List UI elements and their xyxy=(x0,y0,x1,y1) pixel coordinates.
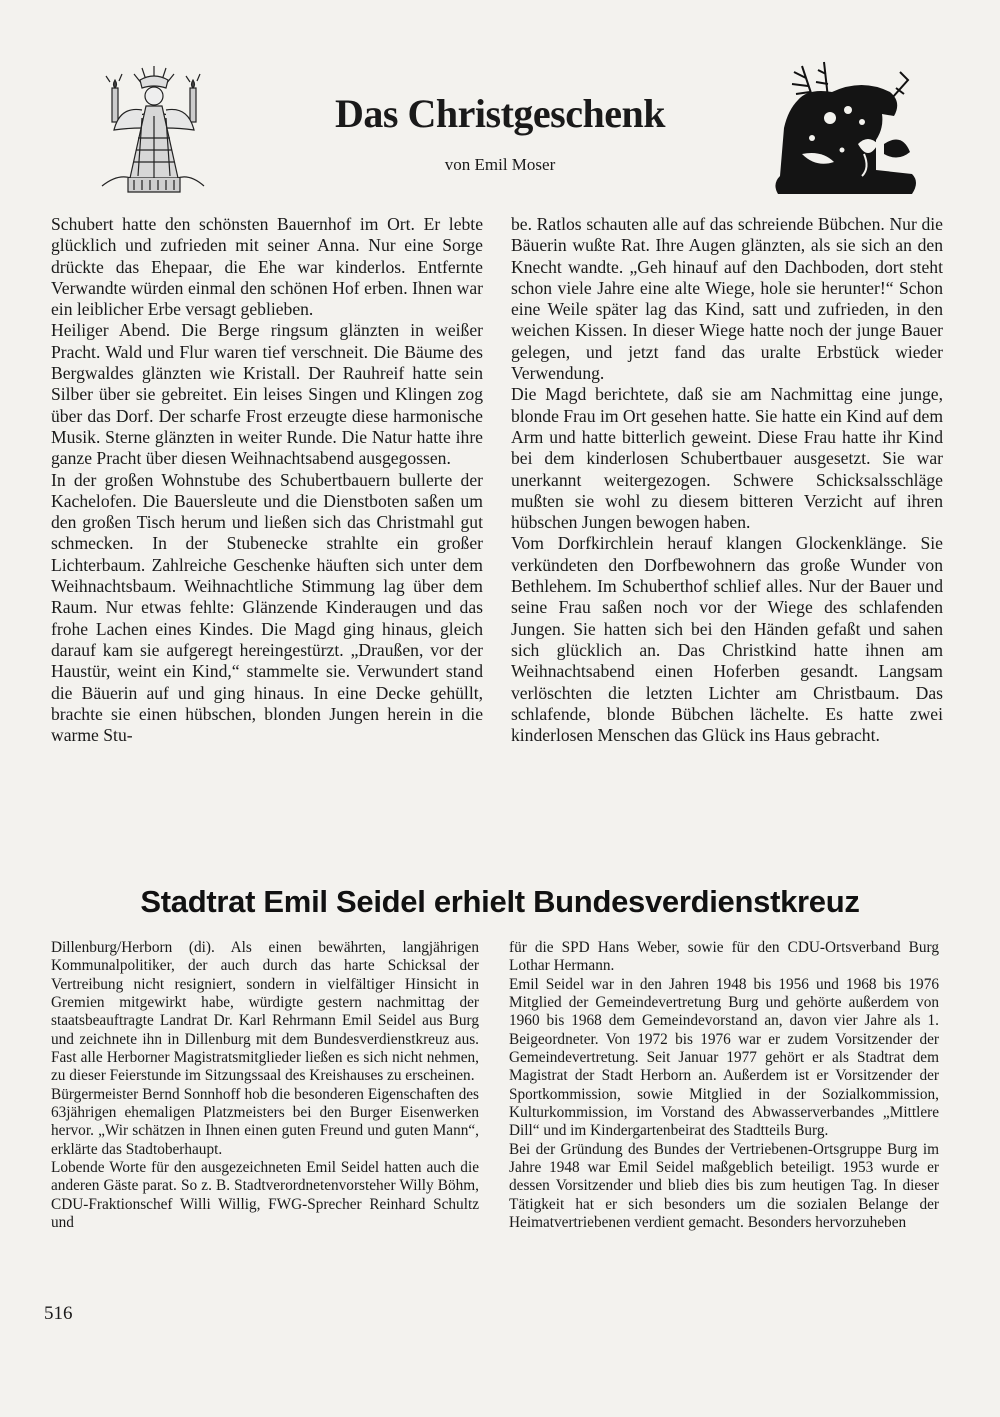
story-byline: von Emil Moser xyxy=(444,155,556,174)
story-column-right: be. Ratlos schauten alle auf das schreiende Bübchen. Nur die Bäuerin wußte Rat. Ihre Augen glänzten, als sie sich an den Knecht wandte. „Geh hinauf auf den Dachboden, dort steht schon viele Jahre eine alte Wiege, hole sie herunter!“ Schon eine Weile später lag das Kind, satt und zufrieden, in den weichen Kissen. In dieser Wiege hatte noch der junge Bauer gelegen, und jetzt fand das uralte Erbstück wieder Verwendung. Die Magd berichtete, daß sie am Nachmittag eine junge, blonde Frau im Ort gesehen hatte. Sie hatte ein Kind auf dem Arm und hatte bitterlich geweint. Diese Frau hatte ihr Kind bei dem kinderlosen Schubertbauer ausgesetzt. Sie war unerkannt weitergezogen. Schwere Schicksalsschläge mußten sie wohl zu diesem bitteren Verzicht auf ihren hübschen Jungen bewogen haben. Vom Dorfkirchlein herauf klangen Glockenklänge. Sie verkündeten den Dorfbewohnern das große Wunder von Bethlehem. Im Schuberthof schlief alles. Nur der Bauer und seine Frau saßen noch vor der Wiege des schlafenden Jungen. Sie hatten sich bei den Händen gefaßt und sahen sich glücklich an. Das Christkind hatte ihnen am Weihnachtsabend einen Hoferben gesandt. Langsam verlöschten die letzten Lichter am Christbaum. Das schlafende, blonde Bübchen lächelte. Es hatte zwei kinderlosen Menschen das Glück ins Haus gebracht. xyxy=(511,214,943,746)
news-column-left: Dillenburg/Herborn (di). Als einen bewährten, langjährigen Kommunalpolitiker, der auch durch das harte Schicksal der Vertreibung nicht resigniert, sondern in vielfältiger Hinsicht in Gremien mitgewirkt habe, würdigte gestern nachmittag der staatsbeauftragte Landrat Dr. Karl Rehrmann Emil Seidel aus Burg und zeichnete ihn in Dillenburg mit dem Bundesverdienstkreuz aus. Fast alle Herborner Magistratsmitglieder ließen es sich nicht nehmen, zu dieser Feierstunde im Sitzungssaal des Kreishauses zu erscheinen. Bürgermeister Bernd Sonnhoff hob die besonderen Eigenschaften des 63jährigen ehemaligen Platzmeisters bei den Burger Eisenwerken hervor. „Wir schätzen in Ihnen einen guten Freund und guten Mann“, erklärte das Stadtoberhaupt. Lobende Worte für den ausgezeichneten Emil Seidel hatten auch die anderen Gäste parat. So z. B. Stadtverordnetenvorsteher Willy Böhm, CDU-Fraktionschef Willi Willig, FWG-Sprecher Reinhard Schultz und xyxy=(51,939,479,1232)
angel-with-candles-icon xyxy=(92,58,217,200)
story-title: Das Christgeschenk xyxy=(335,91,665,136)
story-column-left: Schubert hatte den schönsten Bauernhof im Ort. Er lebte glücklich und zufrieden mit seiner Anna. Nur eine Sorge drückte das Ehepaar, die Ehe war kinderlos. Entfernte Verwandte würden einmal den schönen Hof erben. Ihnen war ein leiblicher Erbe versagt geblieben. Heiliger Abend. Die Berge ringsum glänzten in weißer Pracht. Wald und Flur waren tief verschneit. Die Bäume des Bergwaldes glänzten wie Kristall. Der Rauhreif hatte sein Silber über sie gebreitet. Ein leises Singen und Klingen zog über das Dorf. Der scharfe Frost erzeugte diese harmonische Musik. Sterne glänzten in weiter Runde. Die Natur hatte ihre ganze Pracht über diesen Weihnachtsabend ausgegossen. In der großen Wohnstube des Schubertbauern bullerte der Kachelofen. Die Bauersleute und die Dienstboten saßen um den großen Tisch herum und ließen sich das Christmahl gut schmecken. In der Stubenecke strahlte ein großer Lichterbaum. Zahlreiche Geschenke häuften sich unter dem Weihnachtsbaum. Weihnachtliche Stimmung lag über dem Raum. Nur etwas fehlte: Glänzende Kinderaugen und das frohe Lachen eines Kindes. Die Magd ging hinaus, gleich darauf kam sie aufgeregt hereingestürzt. „Draußen, vor der Haustür, weint ein Kind,“ stammelte sie. Verwundert stand die Bäuerin auf und ging hinaus. In eine Decke gehüllt, brachte sie einen hübschen, blonden Jungen herein in die warme Stu- xyxy=(51,214,483,746)
christmas-boot-icon xyxy=(772,58,922,200)
news-column-right: für die SPD Hans Weber, sowie für den CDU-Ortsverband Burg Lothar Hermann. Emil Seidel war in den Jahren 1948 bis 1956 und 1968 bis 1976 Mitglied der Gemeindevertretung Burg und gehörte außerdem von 1960 bis 1968 dem Gemeindevorstand an, davon vier Jahre als 1. Beigeordneter. Von 1972 bis 1976 war er zudem Vorsitzender der Gemeindevertretung. Seit Januar 1977 gehört er als Stadtrat dem Magistrat der Stadt Herborn an. Außerdem ist er Vorsitzender der Sportkommission, sowie Mitglied in der Sozialkommission, Kulturkommission, im Vorstand des Abwasserverbandes „Mittlere Dill“ und im Kindergartenbeirat des Stadtteils Burg. Bei der Gründung des Bundes der Vertriebenen-Ortsgruppe Burg im Jahre 1948 war Emil Seidel maßgeblich beteiligt. 1953 wurde er dessen Vorsitzender und blieb dies bis zum heutigen Tag. In dieser Tätigkeit hat er sich besonders um die sozialen Belange der Heimatvertriebenen verdient gemacht. Besonders hervorzuheben xyxy=(509,939,939,1232)
page-number: 516 xyxy=(44,1303,73,1324)
news-headline: Stadtrat Emil Seidel erhielt Bundesverdienstkreuz xyxy=(140,884,860,919)
